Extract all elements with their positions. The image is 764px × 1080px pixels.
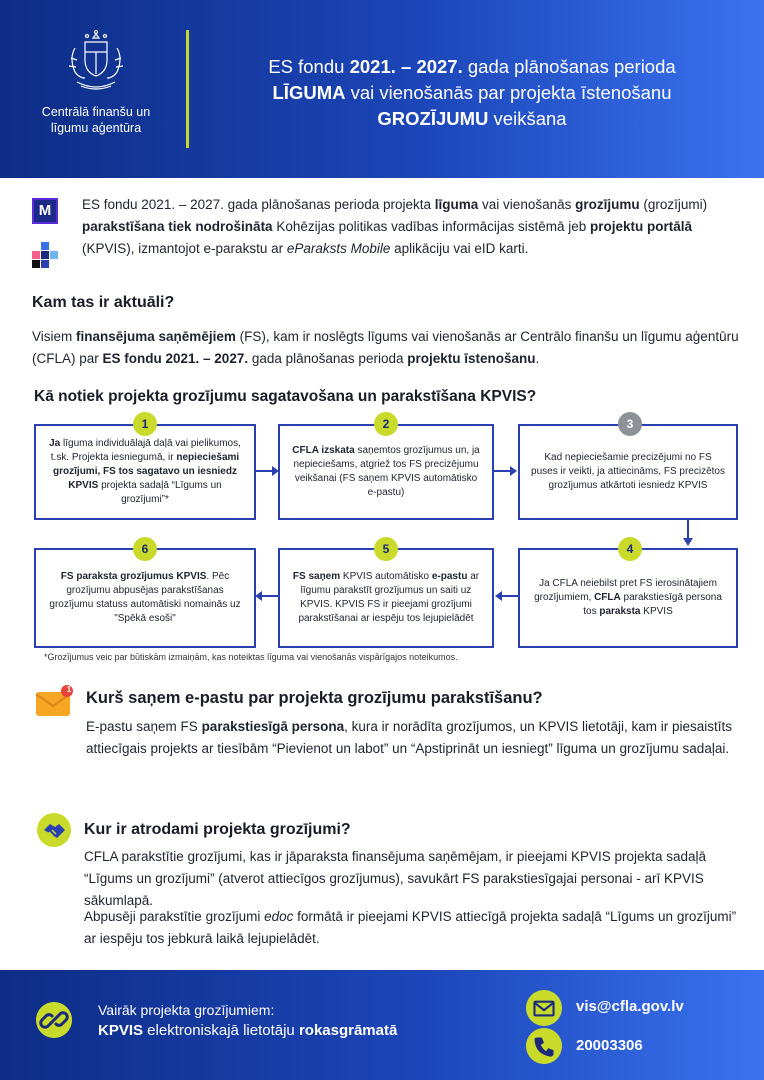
contact-email[interactable]: vis@cfla.gov.lv: [576, 998, 684, 1015]
header-banner: [0, 0, 764, 178]
arrow-right-icon: [494, 464, 518, 478]
latvia-coat-of-arms-icon: [61, 28, 131, 98]
phone-icon: [526, 1028, 562, 1064]
step-number-5: 5: [374, 537, 398, 561]
link-icon[interactable]: [36, 1002, 72, 1038]
step-number-3: 3: [618, 412, 642, 436]
email-paragraph: E-pastu saņem FS parakstiesīgā persona, kura ir norādīta grozījumos, un KPVIS lietotāji, kam ir piesaistīts attiecīgais projekts ar tiesībām “Pievienot un labot” un “Apstiprināt un iesniegt” līguma un grozījumu sadaļai.: [86, 719, 733, 756]
step-number-2: 2: [374, 412, 398, 436]
location-paragraph-1: CFLA parakstītie grozījumi, kas ir jāparaksta finansējuma saņēmējam, ir pieejami KPVIS projekta sadaļā “Līgums un grozījumi” (atverot attiecīgos grozījumus), savukārt FS parakstiesīgajai personai - arī KPVIS sākumlapā.: [84, 849, 707, 908]
process-step-6: FS paraksta grozījumus KPVIS. Pēc grozījumu abpusējas parakstīšanas grozījumu statuss automātiski nomainās uz "Spēkā esoši": [34, 548, 256, 648]
email-heading: Kurš saņem e-pastu par projekta grozījumu parakstīšanu?: [86, 689, 543, 707]
agency-name-line2: līgumu aģentūra: [50, 121, 142, 135]
eparaksts-mobile-icon: M: [32, 198, 58, 224]
header-divider: [186, 30, 189, 148]
agency-name-line1: Centrālā finanšu un: [41, 105, 151, 119]
process-heading: Kā notiek projekta grozījumu sagatavošana un parakstīšana KPVIS?: [34, 388, 537, 405]
process-step-1: Ja līguma individuālajā daļā vai pielikumos, t.sk. Projekta iesniegumā, ir nepieciešami grozījumi, FS tos sagatavo un iesniedz KPVIS projekta sadaļā “Līgums un grozījumi”*: [34, 424, 256, 520]
location-paragraph-2: Abpusēji parakstītie grozījumi edoc formātā ir pieejami KPVIS attiecīgā projekta sadaļā “Līgums un grozījumi” ar iespēju tos jebkurā laikā lejupielādēt.: [84, 909, 737, 946]
agency-logo: [26, 28, 166, 136]
arrow-right-icon: [256, 464, 280, 478]
contact-phone[interactable]: 20003306: [576, 1037, 643, 1054]
process-step-3: Kad nepieciešamie precizējumi no FS puses ir veikti, ja attiecināms, FS precizētos grozījumus atkārtoti iesniedz KPVIS: [518, 424, 738, 520]
step-number-6: 6: [133, 537, 157, 561]
process-footnote: *Grozījumus veic par būtiskām izmaiņām, kas noteiktas līguma vai vienošanās vispārīgajos noteikumos.: [44, 652, 458, 662]
arrow-down-icon: [681, 520, 695, 548]
process-step-4: Ja CFLA neiebilst pret FS ierosinātajiem grozījumiem, CFLA parakstiesīgā persona tos paraksta KPVIS: [518, 548, 738, 648]
arrow-left-icon: [494, 589, 518, 603]
process-step-2: CFLA izskata saņemtos grozījumus un, ja nepieciešams, atgriež tos FS precizējumu veikšanai (FS saņem KPVIS automātisko e-pastu): [278, 424, 494, 520]
footer-manual-link[interactable]: KPVIS elektroniskajā lietotāju rokasgrāmatā: [98, 1022, 398, 1039]
intro-paragraph: ES fondu 2021. – 2027. gada plānošanas perioda projekta līguma vai vienošanās grozījumu (grozījumi) parakstīšana tiek nodrošināta Kohēzijas politikas vadības informācijas sistēmā jeb projektu portālā (KPVIS), izmantojot e-parakstu ar eParaksts Mobile aplikāciju vai eID karti.: [82, 197, 708, 256]
handshake-icon: [36, 812, 72, 848]
page-title: ES fondu 2021. – 2027. gada plānošanas perioda LĪGUMA vai vienošanās par projekta īstenošanu GROZĪJUMU veikšana: [268, 56, 676, 129]
relevance-heading: Kam tas ir aktuāli?: [32, 294, 175, 311]
notification-badge: 1: [66, 685, 72, 694]
footer-more-label: Vairāk projekta grozījumiem:: [98, 1002, 275, 1018]
mail-icon: [526, 990, 562, 1026]
location-heading: Kur ir atrodami projekta grozījumi?: [84, 821, 351, 838]
step-number-1: 1: [133, 412, 157, 436]
relevance-paragraph: Visiem finansējuma saņēmējiem (FS), kam ir noslēgts līgums vai vienošanās ar Centrālo finanšu un līgumu aģentūru (CFLA) par ES fondu 2021. – 2027. gada plānošanas perioda projektu īstenošanu.: [32, 329, 739, 366]
process-step-5: FS saņem KPVIS automātisko e-pastu ar līgumu parakstīt grozījumus un saiti uz KPVIS. KPVIS FS ir pieejami grozījumi parakstīšanai ar iespēju tos lejupielādēt: [278, 548, 494, 648]
intro-icons: [32, 198, 62, 268]
eid-pixel-icon: [32, 242, 58, 268]
step-number-4: 4: [618, 537, 642, 561]
arrow-left-icon: [254, 589, 278, 603]
